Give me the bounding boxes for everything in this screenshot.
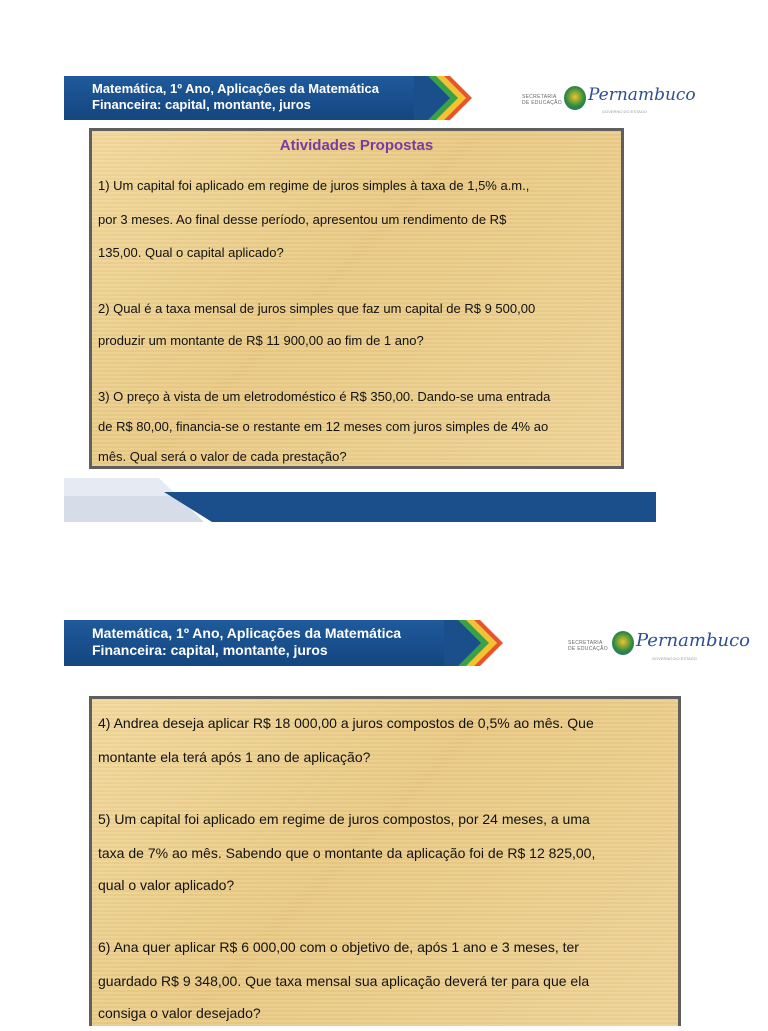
slide-2: [64, 620, 750, 1024]
header-title-line2: Financeira: capital, montante, juros: [92, 97, 311, 112]
chevron-arrows-icon: [444, 620, 516, 666]
slide-2-header-banner: [64, 620, 466, 666]
slide-2-line: consiga o valor desejado?: [98, 1005, 261, 1021]
slide-1: [64, 76, 696, 522]
activities-title: Atividades Propostas: [279, 137, 434, 154]
logo-pernambuco-text: Pernambuco: [588, 85, 696, 105]
slide-2-logo-area: [444, 620, 750, 666]
slide-1-line: 1) Um capital foi aplicado em regime de juros simples à taxa de 1,5% a.m.,: [98, 178, 530, 193]
slide-2-line: 4) Andrea deseja aplicar R$ 18 000,00 a juros compostos de 0,5% ao mês. Que: [98, 715, 594, 731]
slide-1-line: 135,00. Qual o capital aplicado?: [98, 245, 284, 260]
slide-1-line: por 3 meses. Ao final desse período, apresentou um rendimento de R$: [98, 212, 507, 227]
logo-secretaria-text: SECRETARIA DE EDUCAÇÃO: [568, 640, 608, 652]
slide-2-content-box: [89, 696, 681, 1026]
header-title-line2: Financeira: capital, montante, juros: [92, 642, 328, 658]
header-title-line1: Matemática, 1º Ano, Aplicações da Matemática: [92, 625, 402, 641]
chevron-arrows-icon: [414, 76, 484, 120]
slide-1-logo-area: [414, 76, 696, 120]
slide-1-line: mês. Qual será o valor de cada prestação?: [98, 449, 347, 464]
slide-1-header-banner: [64, 76, 434, 120]
logo-tagline-text: GOVERNO DO ESTADO: [602, 109, 647, 114]
slide-1-line: 2) Qual é a taxa mensal de juros simples que faz um capital de R$ 9 500,00: [98, 301, 536, 316]
slide-2-line: guardado R$ 9 348,00. Que taxa mensal sua aplicação deverá ter para que ela: [98, 973, 590, 989]
slide-2-line: 6) Ana quer aplicar R$ 6 000,00 com o objetivo de, após 1 ano e 3 meses, ter: [98, 939, 579, 955]
pernambuco-seal-icon: [612, 631, 634, 655]
slide-2-line: taxa de 7% ao mês. Sabendo que o montante da aplicação foi de R$ 12 825,00,: [98, 845, 596, 861]
slide-1-line: 3) O preço à vista de um eletrodoméstico é R$ 350,00. Dando-se uma entrada: [98, 389, 551, 404]
slide-2-line: qual o valor aplicado?: [98, 877, 235, 893]
logo-pernambuco-text: Pernambuco: [636, 630, 750, 651]
slide-1-line: produzir um montante de R$ 11 900,00 ao fim de 1 ano?: [98, 333, 424, 348]
logo-tagline-text: GOVERNO DO ESTADO: [652, 656, 697, 661]
slide-1-footer-band: [64, 478, 656, 522]
slide-2-line: 5) Um capital foi aplicado em regime de juros compostos, por 24 meses, a uma: [98, 811, 590, 827]
slide-1-content-box: [89, 128, 624, 469]
header-title-line1: Matemática, 1º Ano, Aplicações da Matemática: [92, 81, 379, 96]
slide-2-line: montante ela terá após 1 ano de aplicação?: [98, 749, 371, 765]
slide-1-line: de R$ 80,00, financia-se o restante em 12 meses com juros simples de 4% ao: [98, 419, 549, 434]
pernambuco-seal-icon: [564, 86, 586, 110]
logo-secretaria-text: SECRETARIA DE EDUCAÇÃO: [522, 94, 562, 106]
